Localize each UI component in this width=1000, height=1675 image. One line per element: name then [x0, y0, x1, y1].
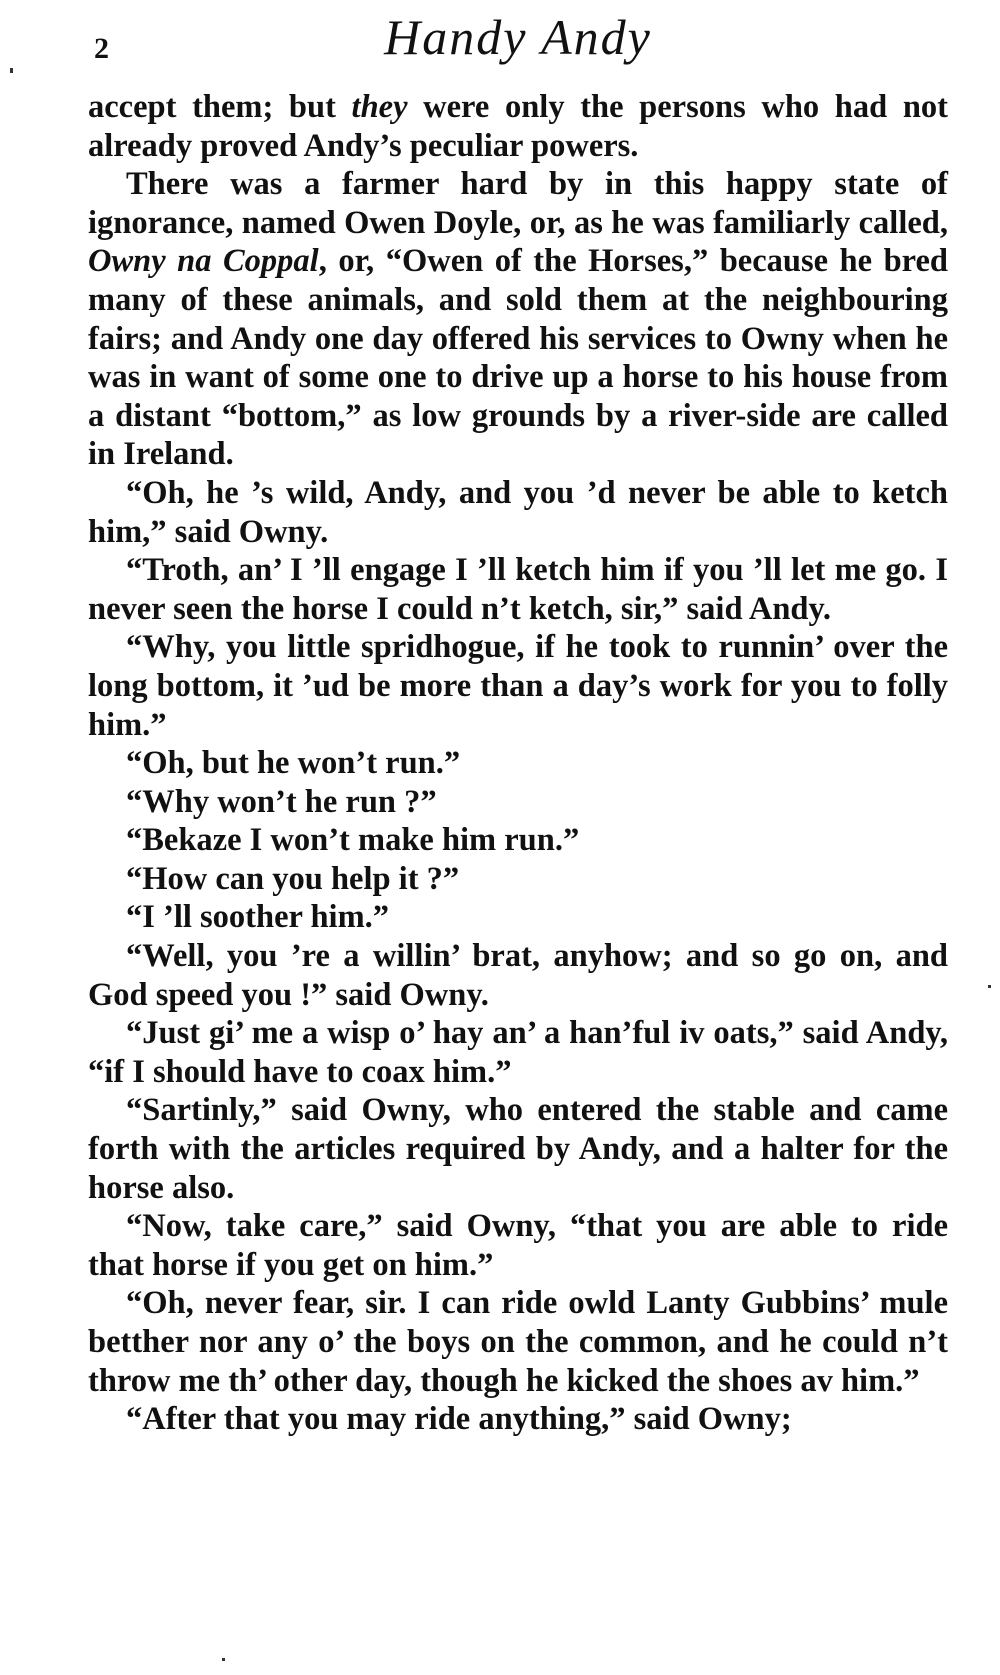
paragraph: “Oh, never fear, sir. I can ride owld Lanty Gubbins’ mule betther nor any o’ the boys on the common, and he could n’t throw me th’ other day, though he kicked the shoes av him.”	[88, 1285, 948, 1399]
paragraph: “Sartinly,” said Owny, who entered the stable and came forth with the articles required by Andy, and a halter for the horse also.	[88, 1092, 948, 1206]
paragraph: “After that you may ride anything,” said Owny;	[126, 1401, 792, 1438]
italic-text: they	[351, 89, 408, 125]
paragraph: “Just gi’ me a wisp o’ hay an’ a han’ful iv oats,” said Andy, “if I should have to coax him.”	[88, 1015, 948, 1090]
paragraph: “Troth, an’ I ’ll engage I ’ll ketch him if you ’ll let me go. I never seen the horse I could n’t ketch, sir,” said Andy.	[88, 552, 948, 627]
paragraph-text: , or, “Owen of the Horses,” because he bred many of these animals, and sold them at the neighbouring fairs; and Andy one day offered his services to Owny when he was in want of some one to drive up a horse to his house from a distant “bottom,” as low grounds by a river-side are called in Ireland.	[88, 243, 948, 473]
paragraph-text: accept them; but	[88, 89, 352, 125]
paragraph: “Why won’t he run ?”	[126, 783, 437, 820]
print-speck	[988, 985, 991, 988]
running-title: Handy Andy	[384, 9, 652, 65]
paragraph	[88, 88, 948, 165]
paragraph: “Now, take care,” said Owny, “that you are able to ride that horse if you get on him.”	[88, 1208, 948, 1283]
paragraph: “Bekaze I won’t make him run.”	[126, 822, 580, 859]
print-speck	[222, 1658, 225, 1661]
paragraph: “How can you help it ?”	[126, 860, 460, 897]
italic-text: Owny na Coppal	[88, 243, 319, 280]
paragraph: “Why, you little spridhogue, if he took to runnin’ over the long bottom, it ’ud be more than a day’s work for you to folly him.”	[88, 629, 948, 743]
paragraph: “Oh, he ’s wild, Andy, and you ’d never be able to ketch him,” said Owny.	[88, 474, 948, 550]
page-number: 2	[94, 32, 109, 65]
paragraph-text: were only the persons who had not already proved Andy’s peculiar powers.	[88, 89, 948, 164]
print-speck	[10, 68, 13, 73]
body-text	[88, 88, 948, 1439]
paragraph: “I ’ll soother him.”	[126, 899, 390, 936]
paragraph: “Oh, but he won’t run.”	[126, 745, 461, 782]
paragraph	[88, 165, 948, 474]
paragraph-text: There was a farmer hard by in this happy state of ignorance, named Owen Doyle, or, as he was familiarly called,	[88, 166, 948, 241]
paragraph: “Well, you ’re a willin’ brat, anyhow; and so go on, and God speed you !” said Owny.	[88, 938, 948, 1013]
page-header	[88, 8, 948, 68]
